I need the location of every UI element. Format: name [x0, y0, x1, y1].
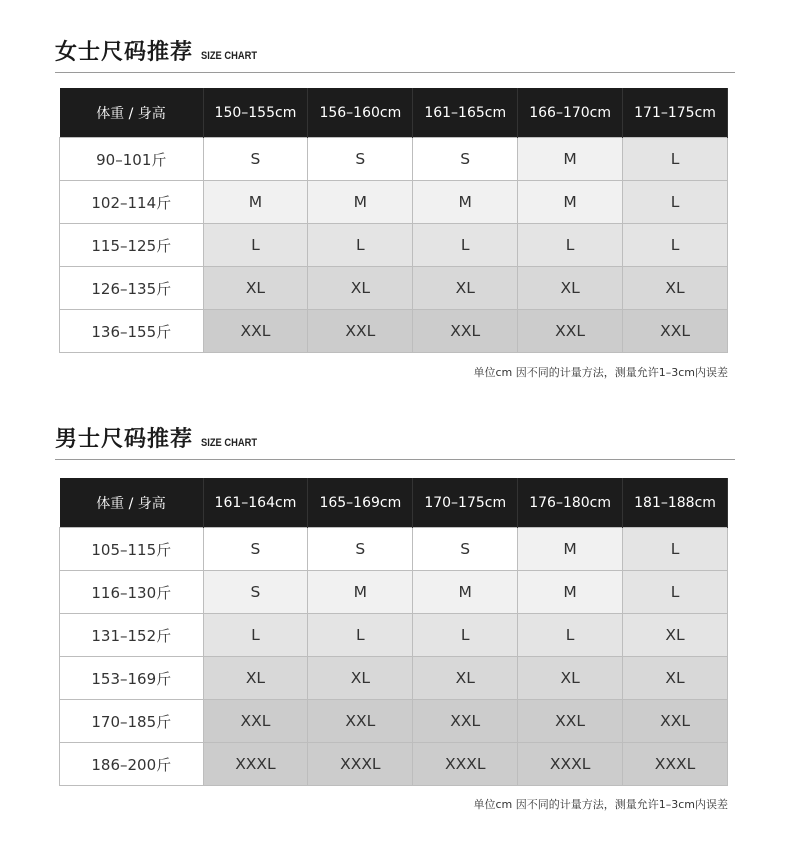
header-height-range: 156–160cm	[308, 88, 413, 138]
weight-range-cell: 131–152斤	[60, 614, 204, 657]
size-cell: M	[518, 181, 623, 224]
weight-range-cell: 90–101斤	[60, 138, 204, 181]
size-cell: XXL	[413, 310, 518, 353]
size-cell: XXL	[308, 700, 413, 743]
table-header-row	[60, 88, 728, 138]
size-cell: XXL	[623, 310, 728, 353]
table-header-row	[60, 478, 728, 528]
size-cell: M	[518, 138, 623, 181]
size-cell: L	[623, 571, 728, 614]
size-cell: XXXL	[518, 743, 623, 786]
table-row	[60, 528, 728, 571]
table-row	[60, 614, 728, 657]
header-height-range: 165–169cm	[308, 478, 413, 528]
size-cell: S	[413, 528, 518, 571]
size-cell: S	[308, 528, 413, 571]
men-size-table	[59, 478, 728, 786]
size-cell: M	[308, 181, 413, 224]
women-title-divider	[55, 72, 735, 73]
header-weight-height: 体重 / 身高	[60, 478, 204, 528]
size-cell: M	[413, 571, 518, 614]
table-row	[60, 181, 728, 224]
table-row	[60, 571, 728, 614]
weight-range-cell: 105–115斤	[60, 528, 204, 571]
size-cell: L	[413, 614, 518, 657]
table-row	[60, 743, 728, 786]
size-cell: M	[308, 571, 413, 614]
size-cell: XL	[308, 657, 413, 700]
size-cell: L	[623, 181, 728, 224]
women-title-en: SIZE CHART	[201, 50, 258, 62]
header-height-range: 166–170cm	[518, 88, 623, 138]
weight-range-cell: 102–114斤	[60, 181, 204, 224]
size-cell: L	[518, 224, 623, 267]
size-cell: M	[518, 528, 623, 571]
women-title-cn: 女士尺码推荐	[55, 40, 194, 65]
men-title-en: SIZE CHART	[201, 437, 258, 449]
table-row	[60, 224, 728, 267]
weight-range-cell: 116–130斤	[60, 571, 204, 614]
size-cell: XXL	[203, 310, 308, 353]
size-cell: S	[413, 138, 518, 181]
header-height-range: 150–155cm	[203, 88, 308, 138]
header-height-range: 181–188cm	[623, 478, 728, 528]
size-cell: S	[203, 571, 308, 614]
weight-range-cell: 170–185斤	[60, 700, 204, 743]
size-cell: L	[413, 224, 518, 267]
size-cell: XL	[623, 614, 728, 657]
header-height-range: 170–175cm	[413, 478, 518, 528]
header-height-range: 161–164cm	[203, 478, 308, 528]
table-row	[60, 138, 728, 181]
men-measurement-note: 单位cm 因不同的计量方法，测量允许1–3cm内误差	[473, 798, 728, 811]
size-cell: XL	[413, 657, 518, 700]
size-cell: XL	[203, 267, 308, 310]
table-row	[60, 657, 728, 700]
table-row	[60, 267, 728, 310]
size-cell: M	[203, 181, 308, 224]
size-cell: XXXL	[203, 743, 308, 786]
size-cell: XXL	[203, 700, 308, 743]
women-size-table	[59, 88, 728, 353]
weight-range-cell: 115–125斤	[60, 224, 204, 267]
women-section-title	[55, 35, 267, 65]
size-cell: L	[203, 224, 308, 267]
men-title-divider	[55, 459, 735, 460]
header-height-range: 161–165cm	[413, 88, 518, 138]
size-cell: XL	[623, 657, 728, 700]
size-cell: XL	[308, 267, 413, 310]
size-cell: XXXL	[308, 743, 413, 786]
size-cell: S	[203, 138, 308, 181]
size-cell: M	[518, 571, 623, 614]
size-cell: S	[308, 138, 413, 181]
size-cell: L	[623, 224, 728, 267]
table-row	[60, 700, 728, 743]
men-section-title	[55, 422, 267, 452]
size-cell: XL	[203, 657, 308, 700]
size-cell: XL	[518, 657, 623, 700]
header-height-range: 176–180cm	[518, 478, 623, 528]
size-cell: M	[413, 181, 518, 224]
weight-range-cell: 153–169斤	[60, 657, 204, 700]
size-cell: XXL	[308, 310, 413, 353]
size-cell: XL	[518, 267, 623, 310]
table-row	[60, 310, 728, 353]
size-cell: L	[518, 614, 623, 657]
header-height-range: 171–175cm	[623, 88, 728, 138]
weight-range-cell: 136–155斤	[60, 310, 204, 353]
size-cell: L	[623, 528, 728, 571]
size-cell: L	[308, 224, 413, 267]
size-cell: XXL	[623, 700, 728, 743]
size-cell: L	[203, 614, 308, 657]
weight-range-cell: 186–200斤	[60, 743, 204, 786]
size-cell: XXL	[413, 700, 518, 743]
size-cell: L	[308, 614, 413, 657]
women-measurement-note: 单位cm 因不同的计量方法，测量允许1–3cm内误差	[473, 366, 728, 379]
size-cell: L	[623, 138, 728, 181]
size-cell: XXL	[518, 700, 623, 743]
weight-range-cell: 126–135斤	[60, 267, 204, 310]
size-cell: XXL	[518, 310, 623, 353]
size-cell: S	[203, 528, 308, 571]
size-cell: XL	[623, 267, 728, 310]
size-cell: XL	[413, 267, 518, 310]
size-cell: XXXL	[623, 743, 728, 786]
men-title-cn: 男士尺码推荐	[55, 427, 194, 452]
header-weight-height: 体重 / 身高	[60, 88, 204, 138]
size-cell: XXXL	[413, 743, 518, 786]
